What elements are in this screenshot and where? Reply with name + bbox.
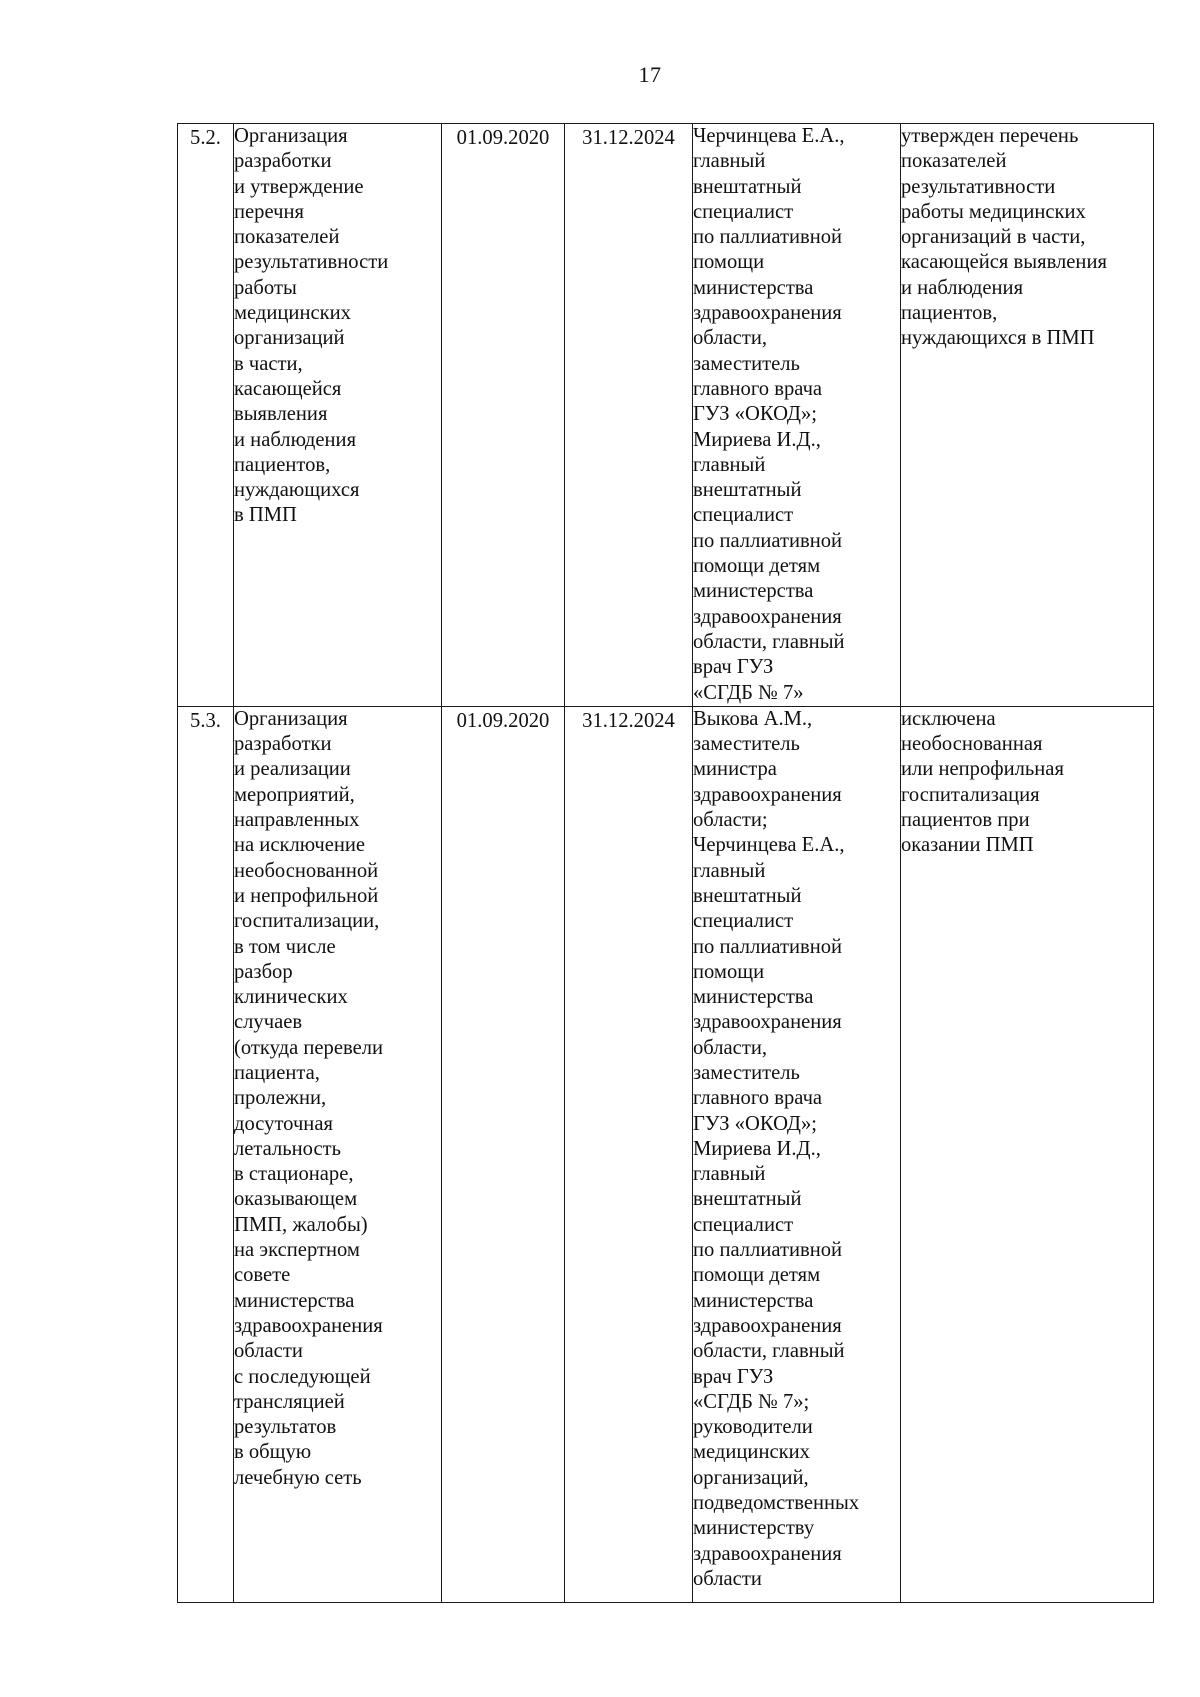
page-number: 17 [638, 62, 662, 87]
table-row [178, 706, 1154, 1602]
item-number-cell: 5.3. [178, 706, 234, 1602]
activity-plan-table [177, 123, 1154, 1603]
responsible-cell: Выкова А.М., заместитель министра здравоохранения области; Черчинцева Е.А., главный внештатный специалист по паллиативной помощи министерства здравоохранения области, заместитель главного врача ГУЗ «ОКОД»; Мириева И.Д., главный внештатный специалист по паллиативной помощи детям министерства здравоохранения области, главный врач ГУЗ «СГДБ № 7»; руководители медицинских организаций, подведомственных министерству здравоохранения области [693, 706, 901, 1602]
result-cell: исключена необоснованная или непрофильная госпитализация пациентов при оказании ПМП [901, 706, 1154, 1602]
table-row [178, 124, 1154, 707]
end-date-cell: 31.12.2024 [565, 124, 693, 707]
activity-cell: Организация разработки и реализации мероприятий, направленных на исключение необоснованной и непрофильной госпитализации, в том числе разбор клинических случаев (откуда перевели пациента, пролежни, досуточная летальность в стационаре, оказывающем ПМП, жалобы) на экспертном совете министерства здравоохранения области с последующей трансляцией результатов в общую лечебную сеть [234, 706, 442, 1602]
start-date-cell: 01.09.2020 [442, 124, 565, 707]
responsible-cell: Черчинцева Е.А., главный внештатный специалист по паллиативной помощи министерства здравоохранения области, заместитель главного врача ГУЗ «ОКОД»; Мириева И.Д., главный внештатный специалист по паллиативной помощи детям министерства здравоохранения области, главный врач ГУЗ «СГДБ № 7» [693, 124, 901, 707]
result-cell: утвержден перечень показателей результативности работы медицинских организаций в части, касающейся выявления и наблюдения пациентов, нуждающихся в ПМП [901, 124, 1154, 707]
item-number-cell: 5.2. [178, 124, 234, 707]
start-date-cell: 01.09.2020 [442, 706, 565, 1602]
activity-cell: Организация разработки и утверждение перечня показателей результативности работы медицинских организаций в части, касающейся выявления и наблюдения пациентов, нуждающихся в ПМП [234, 124, 442, 707]
end-date-cell: 31.12.2024 [565, 706, 693, 1602]
